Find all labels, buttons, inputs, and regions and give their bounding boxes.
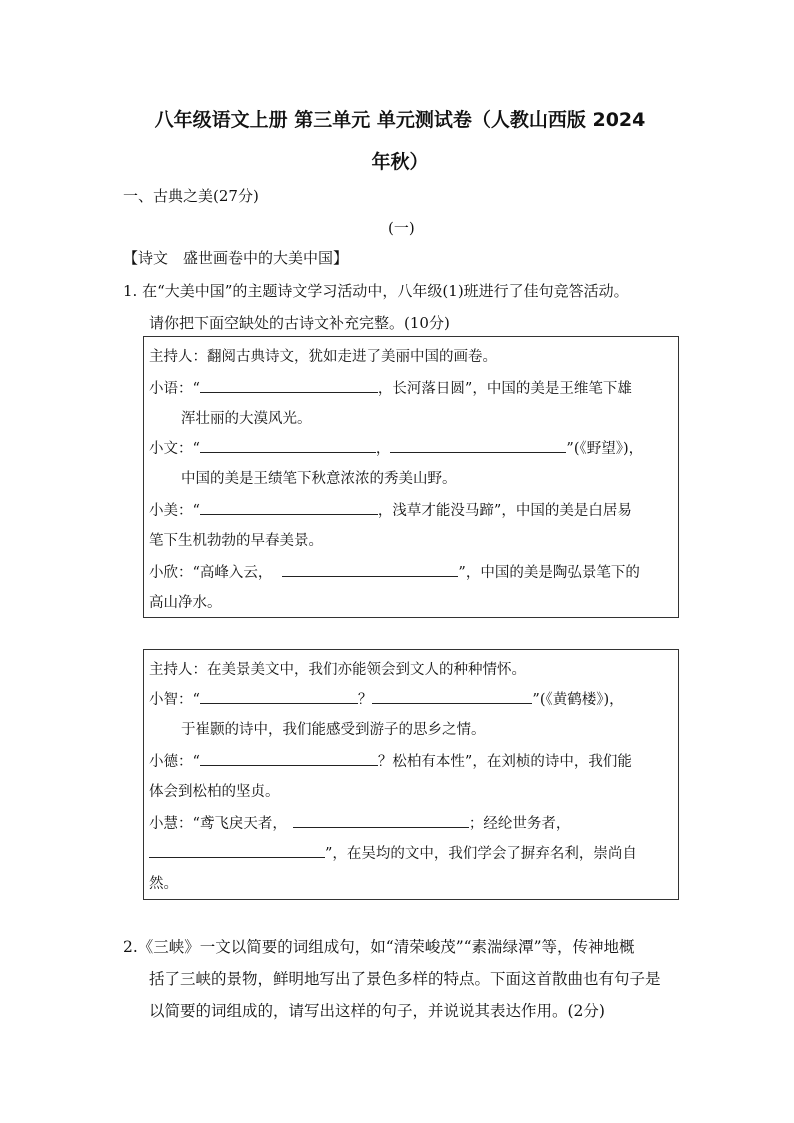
xiaohui-line — [149, 812, 570, 833]
xiaozhi-line — [149, 688, 624, 709]
xiaozhi-cont: 于崔颢的诗中，我们能感受到游子的思乡之情。 — [181, 722, 486, 738]
fill-blank[interactable] — [200, 438, 376, 453]
xiaohui-end: 然。 — [149, 876, 178, 892]
line-text: ，浅草才能没马蹄”，中国的美是白居易 — [377, 503, 632, 519]
speaker-label: 小欣：“高峰入云， — [149, 565, 273, 581]
speaker-label: 小美：“ — [149, 503, 200, 519]
xiaowen-line — [149, 437, 643, 458]
section-heading: 一、古典之美(27分) — [123, 187, 259, 205]
xiaoxin-line — [149, 561, 640, 582]
topic-heading: 【诗文 盛世画卷中的大美中国】 — [123, 249, 349, 267]
host-line: 主持人：翻阅古典诗文，犹如走进了美丽中国的画卷。 — [149, 349, 497, 365]
speaker-label: 小德：“ — [149, 754, 200, 770]
document-title-line2: 年秋） — [371, 151, 429, 173]
line-text: ”，在吴均的文中，我们学会了摒弃名利，崇尚自 — [325, 846, 637, 862]
question2-line3: 以简要的词组成的，请写出这样的句子，并说说其表达作用。(2分) — [149, 1002, 605, 1020]
question1-prompt-line2: 请你把下面空缺处的古诗文补充完整。(10分) — [149, 314, 450, 332]
host-line: 主持人：在美景美文中，我们亦能领会到文人的种种情怀。 — [149, 662, 526, 678]
speaker-label: 小智：“ — [149, 692, 200, 708]
line-text: ”(《野望》)， — [566, 441, 644, 457]
document-title-line1: 八年级语文上册 第三单元 单元测试卷（人教山西版 2024 — [154, 109, 646, 131]
sub-section-heading: (一) — [388, 219, 415, 237]
line-text: ”(《黄鹤楼》)， — [532, 692, 624, 708]
line-text: ？松柏有本性”，在刘桢的诗中，我们能 — [377, 754, 632, 770]
fill-blank[interactable] — [200, 689, 358, 704]
separator: ？ — [357, 692, 373, 708]
answer-box-scenery — [143, 336, 679, 618]
xiaoyu-cont: 浑壮丽的大漠风光。 — [181, 411, 312, 427]
line-text: ，长河落日圆”，中国的美是王维笔下雄 — [377, 381, 632, 397]
fill-blank[interactable] — [390, 438, 566, 453]
question2-line1: 2.《三峡》一文以简要的词组成句，如“清荣峻茂”“素湍绿潭”等，传神地概 — [123, 938, 635, 956]
xiaode-cont: 体会到松柏的坚贞。 — [149, 784, 280, 800]
xiaowen-cont: 中国的美是王绩笔下秋意浓浓的秀美山野。 — [181, 471, 457, 487]
separator: ， — [375, 441, 391, 457]
speaker-label: 小语：“ — [149, 381, 200, 397]
question1-prompt-line1: 1. 在“大美中国”的主题诗文学习活动中，八年级(1)班进行了佳句竞答活动。 — [123, 282, 629, 300]
fill-blank[interactable] — [372, 689, 532, 704]
speaker-label: 小文：“ — [149, 441, 200, 457]
fill-blank[interactable] — [293, 813, 469, 828]
fill-blank[interactable] — [200, 500, 378, 515]
fill-blank[interactable] — [149, 843, 325, 858]
xiaode-line — [149, 750, 632, 771]
xiaoxin-cont: 高山净水。 — [149, 595, 222, 611]
fill-blank[interactable] — [200, 378, 378, 393]
answer-box-feelings — [143, 649, 679, 900]
xiaomei-line — [149, 499, 632, 520]
xiaoyu-line — [149, 377, 632, 398]
line-text: ”，中国的美是陶弘景笔下的 — [458, 565, 640, 581]
question2-line2: 括了三峡的景物，鲜明地写出了景色多样的特点。下面这首散曲也有句子是 — [149, 970, 661, 988]
fill-blank[interactable] — [282, 562, 458, 577]
xiaomei-cont: 笔下生机勃勃的早春美景。 — [149, 533, 323, 549]
xiaohui-cont — [149, 842, 637, 863]
line-text: ；经纶世务者， — [468, 816, 571, 832]
speaker-label: 小慧：“鸢飞戾天者， — [149, 816, 287, 832]
fill-blank[interactable] — [200, 751, 378, 766]
